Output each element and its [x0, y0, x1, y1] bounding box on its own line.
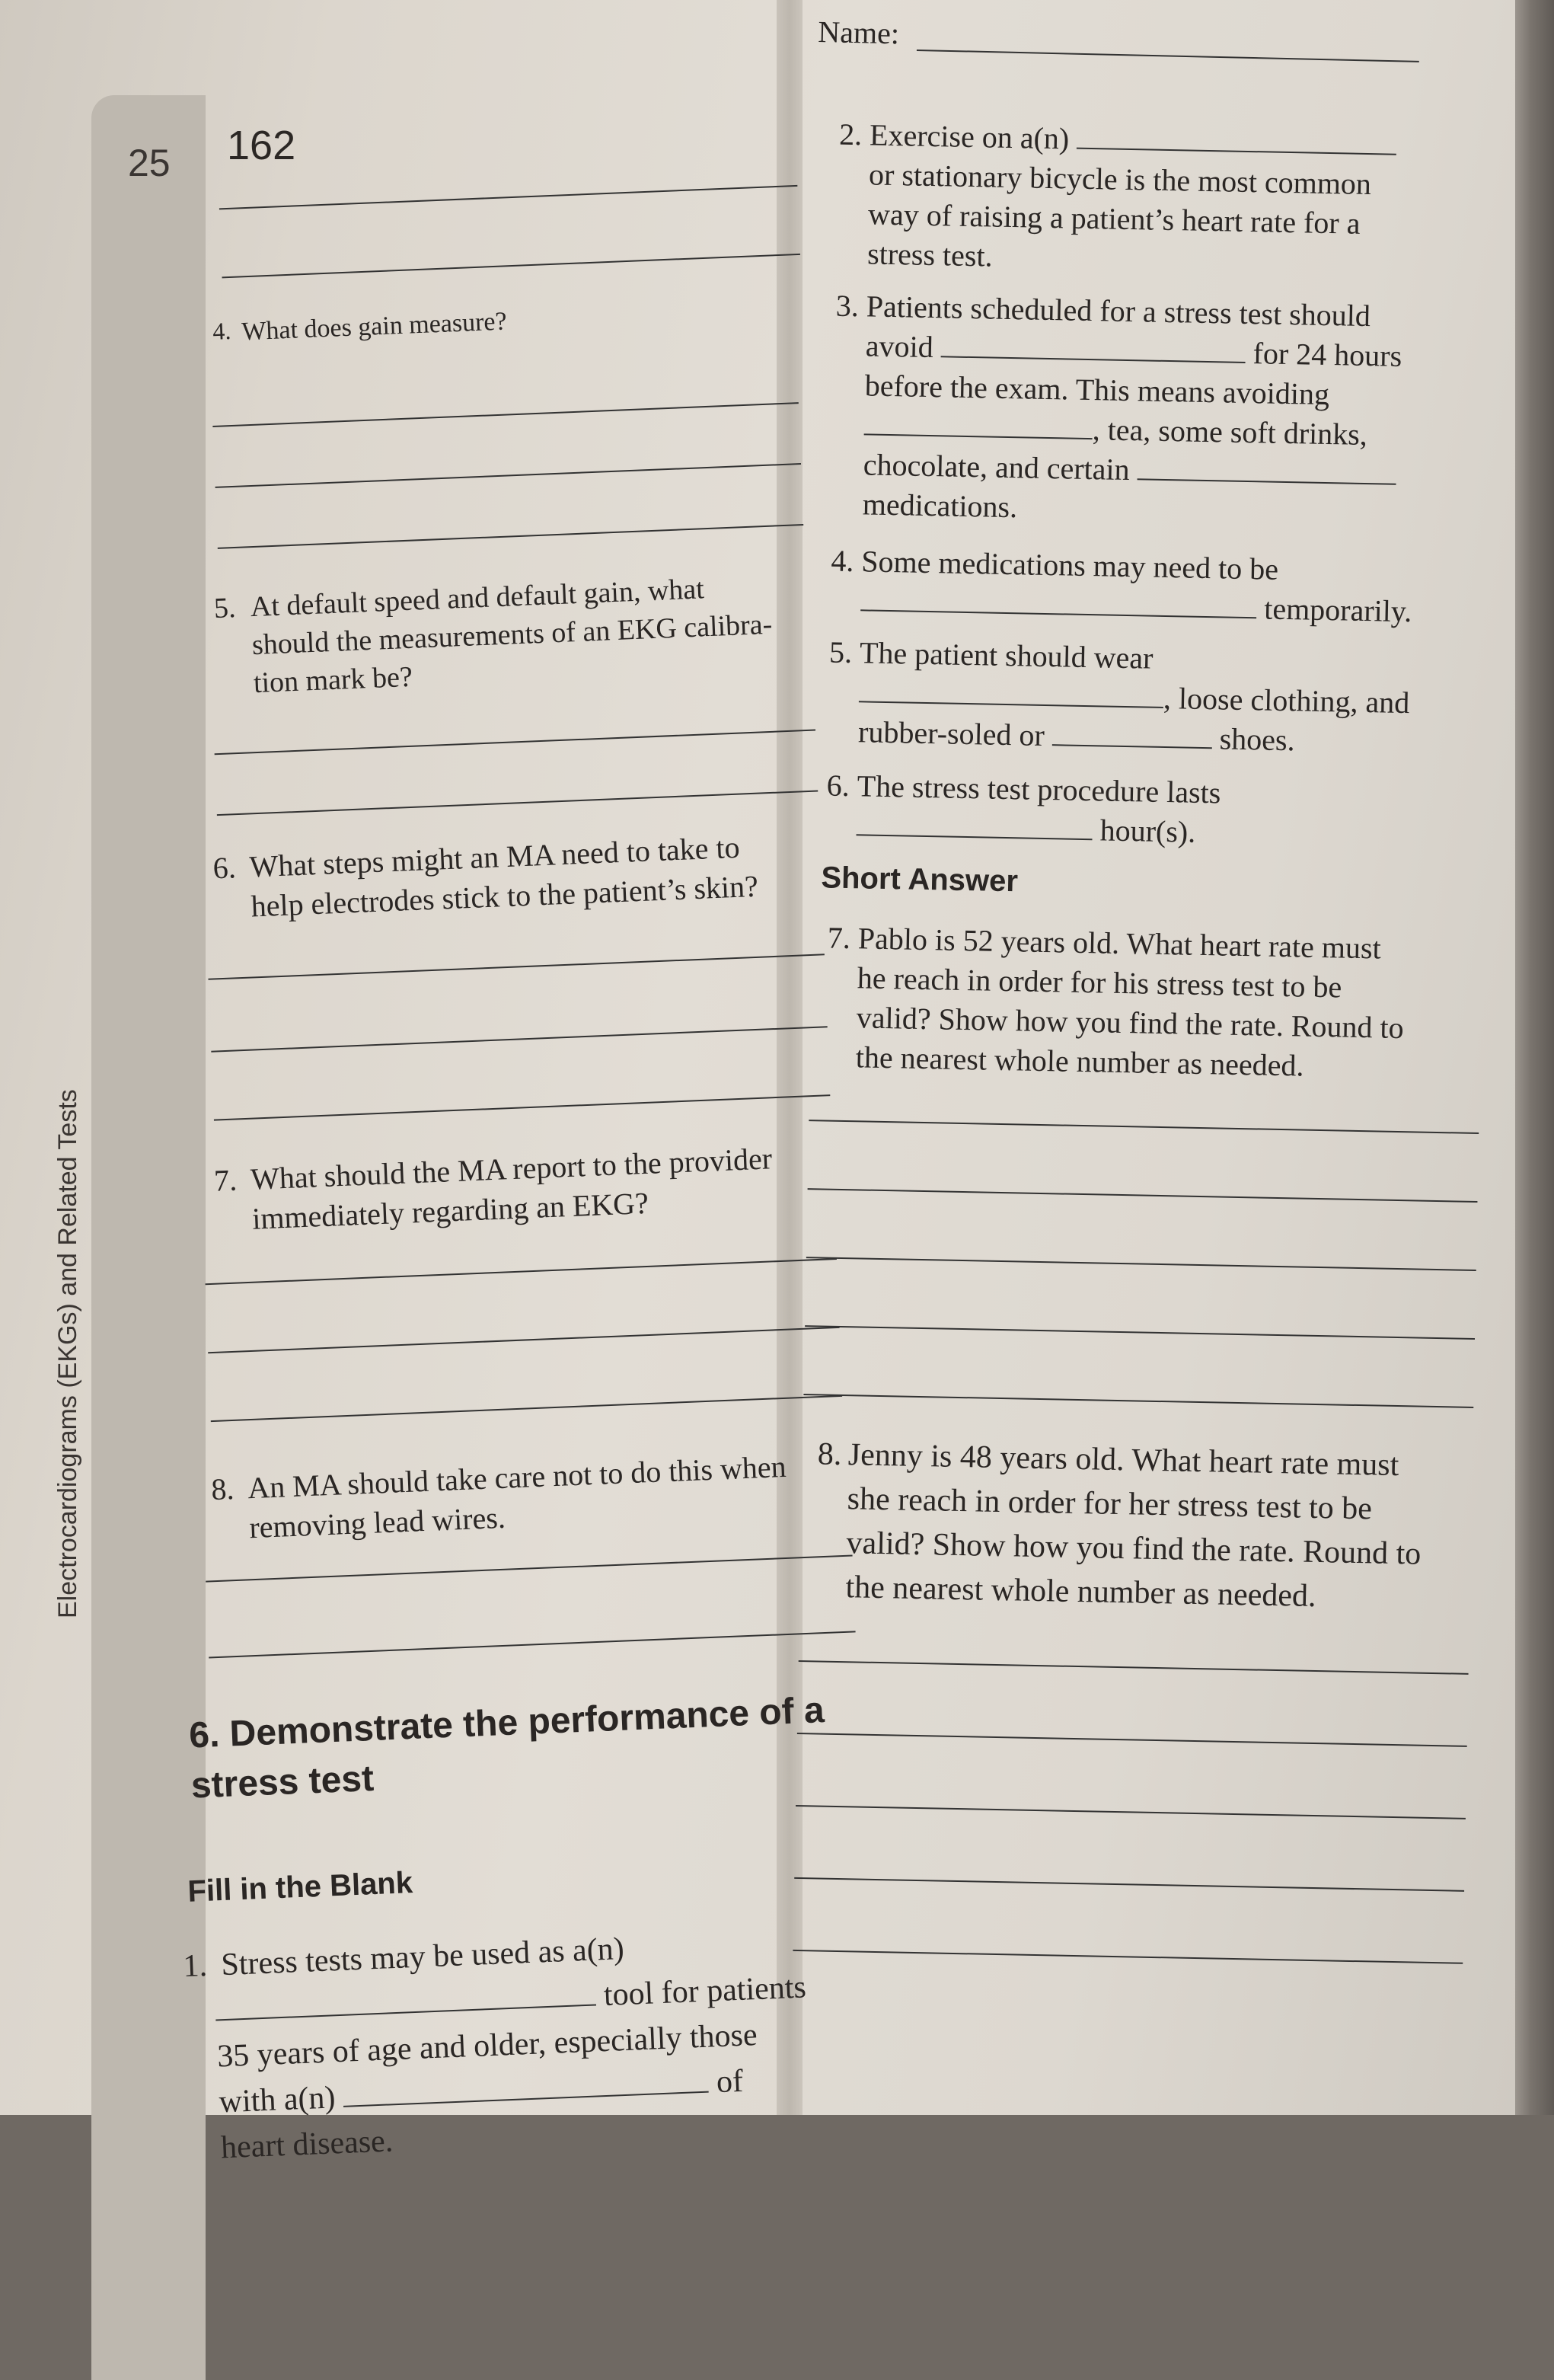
- question-7: 7. What should the MA report to the provider immediately regarding an EKG?: [213, 1141, 773, 1236]
- answer-line[interactable]: [222, 254, 800, 278]
- answer-line[interactable]: [209, 1631, 855, 1658]
- page-number: 162: [227, 123, 296, 168]
- page-edge: [1515, 0, 1554, 2115]
- answer-line[interactable]: [808, 1188, 1478, 1203]
- section-heading: 6. Demonstrate the performance of a stress test: [188, 1690, 825, 1807]
- question-5: 5. At default speed and default gain, what should the measurements of an EKG calibra- tion mark be?: [213, 573, 774, 700]
- blank[interactable]: [940, 328, 1246, 363]
- answer-line[interactable]: [803, 1394, 1473, 1408]
- side-chapter-title: Electrocardiograms (EKGs) and Related Tests: [53, 1089, 82, 1618]
- blank[interactable]: [860, 582, 1257, 618]
- answer-line[interactable]: [206, 1554, 852, 1582]
- answer-line[interactable]: [208, 1327, 839, 1353]
- fill-question-3: 3. Patients scheduled for a stress test should avoid for 24 hours before the exam. This means avoiding , tea, some soft drinks, chocolate, and certain medications.: [835, 288, 1402, 525]
- question-6: 6. What steps might an MA need to take to help electrodes stick to the patient’s skin?: [212, 829, 759, 924]
- fill-question-4: 4. Some medications may need to be temporarily.: [831, 543, 1412, 629]
- answer-line[interactable]: [806, 1257, 1476, 1271]
- answer-line[interactable]: [211, 1026, 827, 1053]
- answer-line[interactable]: [793, 1950, 1463, 1964]
- blank[interactable]: [1077, 120, 1397, 155]
- answer-line[interactable]: [218, 524, 803, 549]
- blank[interactable]: [1137, 451, 1396, 485]
- answer-line[interactable]: [217, 790, 818, 816]
- left-column: [91, 33, 873, 2166]
- answer-line[interactable]: [219, 185, 797, 209]
- answer-line[interactable]: [208, 954, 824, 980]
- answer-line[interactable]: [212, 402, 798, 427]
- short-answer-heading: Short Answer: [821, 861, 1019, 899]
- blank[interactable]: [1052, 717, 1213, 749]
- fill-question-6: 6. The stress test procedure lasts hour(s).: [826, 768, 1221, 849]
- answer-line[interactable]: [797, 1733, 1467, 1747]
- question-4: 4. What does gain measure?: [212, 307, 508, 347]
- fill-question-1: 1. Stress tests may be used as a(n) tool for patients 35 years of age and older, especially those with a(n) of heart disease.: [182, 1931, 807, 2166]
- chapter-number: 25: [128, 142, 171, 184]
- blank[interactable]: [859, 673, 1164, 708]
- answer-line[interactable]: [796, 1805, 1466, 1819]
- fill-question-5: 5. The patient should wear , loose clothing, and rubber-soled or shoes.: [828, 634, 1410, 758]
- blank[interactable]: [864, 406, 1093, 439]
- answer-line[interactable]: [794, 1877, 1464, 1892]
- answer-line[interactable]: [206, 1258, 837, 1285]
- answer-line[interactable]: [215, 730, 815, 756]
- short-question-8: 8. Jenny is 48 years old. What heart rate must she reach in order for her stress test to be valid? Show how you find the rate. Round to the nearest whole number as needed.: [817, 1436, 1422, 1615]
- blank[interactable]: [857, 807, 1093, 840]
- short-question-7: 7. Pablo is 52 years old. What heart rate must he reach in order for his stress test to be valid? Show how you find the rate. Round to the nearest whole number as needed.: [827, 920, 1405, 1083]
- answer-line[interactable]: [805, 1325, 1475, 1340]
- fill-question-2: 2. Exercise on a(n) or stationary bicycle is the most common way of raising a patient’s heart rate for a stress test.: [867, 115, 1397, 283]
- fill-in-heading: Fill in the Blank: [187, 1866, 413, 1909]
- question-8: 8. An MA should take care not to do this when removing lead wires.: [210, 1449, 787, 1545]
- answer-line[interactable]: [809, 1120, 1479, 1134]
- answer-line[interactable]: [211, 1395, 842, 1422]
- right-column: [775, 23, 1515, 2092]
- answer-line[interactable]: [799, 1660, 1469, 1675]
- answer-line[interactable]: [215, 463, 801, 488]
- answer-line[interactable]: [214, 1094, 830, 1121]
- name-label: Name:: [817, 14, 900, 51]
